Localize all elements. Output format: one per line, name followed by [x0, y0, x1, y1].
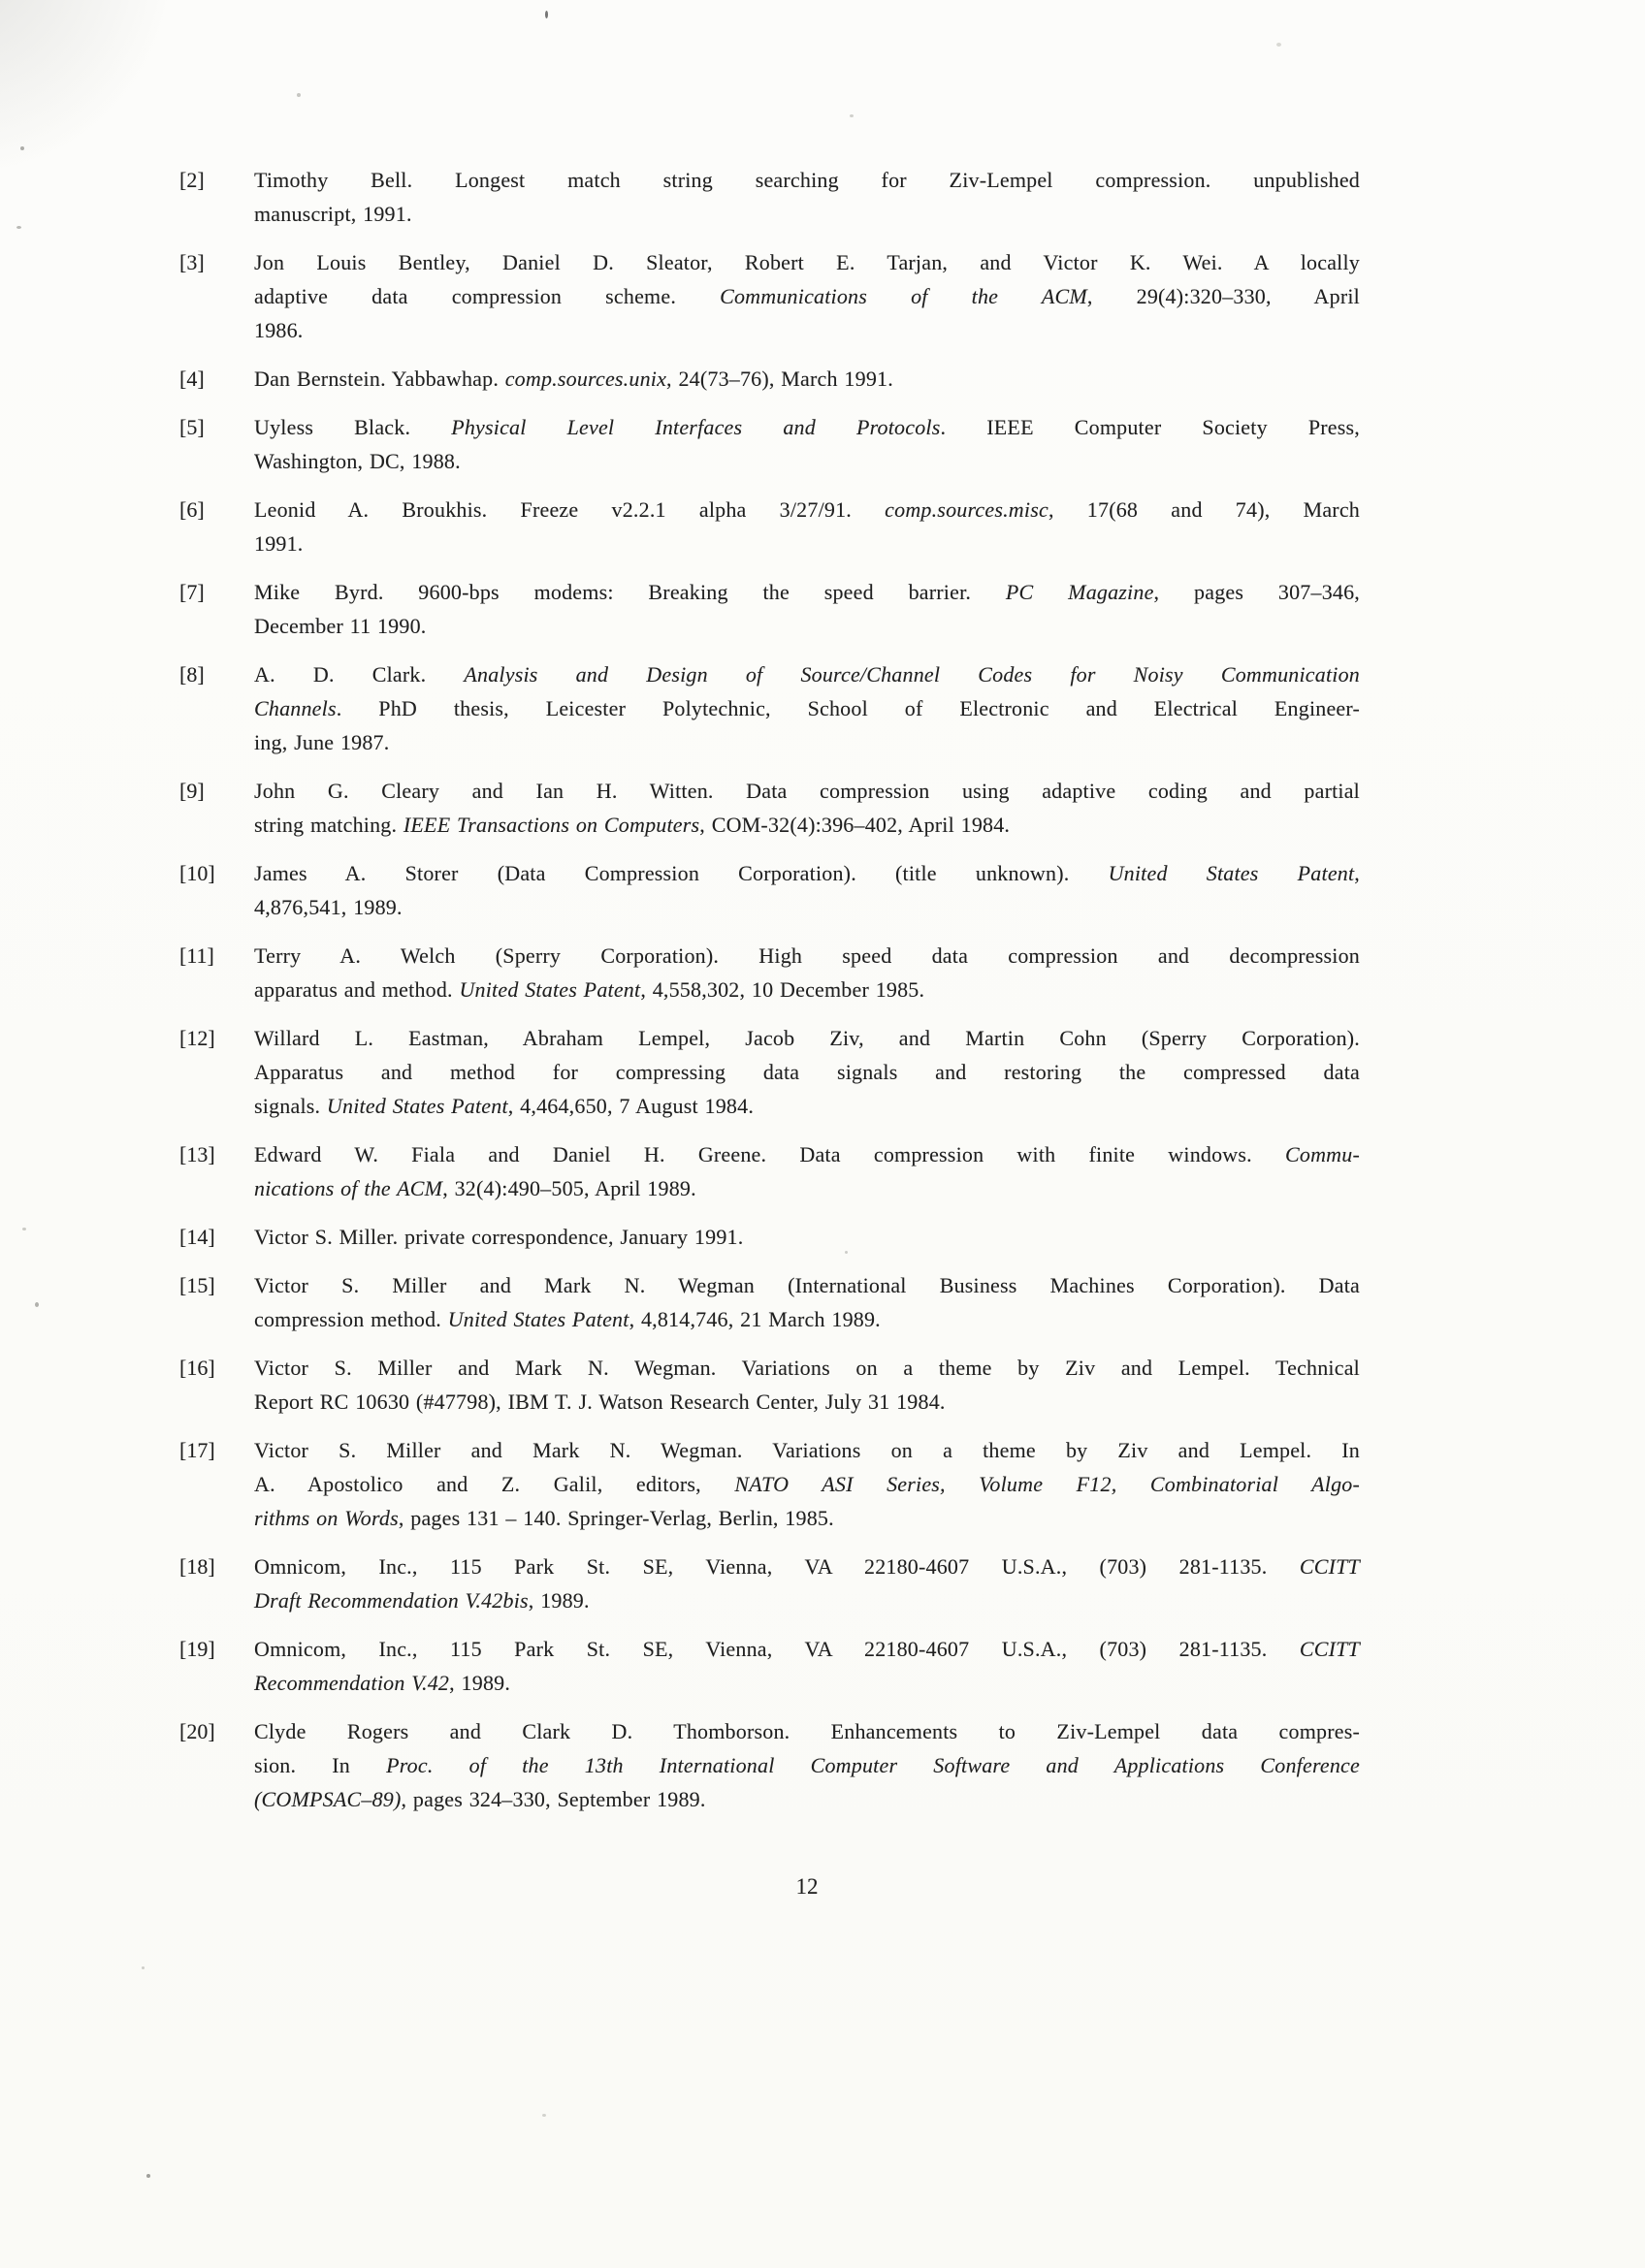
- reference-item: [179, 493, 1360, 560]
- scan-speck: [142, 1966, 145, 1969]
- scan-speck: [16, 226, 21, 229]
- reference-body: [254, 1433, 1360, 1535]
- reference-item: [179, 774, 1360, 842]
- reference-item: [179, 163, 1360, 231]
- reference-line: Washington, DC, 1988.: [254, 449, 461, 473]
- scan-speck: [20, 146, 24, 150]
- scan-speck: [146, 2174, 150, 2178]
- reference-line: Leonid A. Broukhis. Freeze v2.2.1 alpha 3/27/91. comp.sources.misc, 17(68 and 74), March: [254, 497, 1361, 522]
- reference-line: rithms on Words, pages 131 – 140. Springer-Verlag, Berlin, 1985.: [254, 1506, 834, 1530]
- reference-line: 4,876,541, 1989.: [254, 895, 403, 919]
- reference-label: [10]: [179, 861, 215, 885]
- reference-label: [18]: [179, 1554, 215, 1579]
- reference-line: Report RC 10630 (#47798), IBM T. J. Watson Research Center, July 31 1984.: [254, 1390, 946, 1414]
- reference-item: [179, 657, 1360, 759]
- reference-line: Clyde Rogers and Clark D. Thomborson. Enhancements to Ziv-Lempel data compres-: [254, 1719, 1360, 1743]
- reference-label: [17]: [179, 1438, 215, 1462]
- reference-label: [9]: [179, 779, 205, 803]
- scan-speck: [542, 2114, 546, 2117]
- reference-line: Victor S. Miller and Mark N. Wegman (International Business Machines Corporation). Data: [254, 1273, 1360, 1297]
- reference-line: Omnicom, Inc., 115 Park St. SE, Vienna, VA 22180-4607 U.S.A., (703) 281-1135. CCITT: [254, 1637, 1360, 1661]
- reference-item: [179, 1433, 1360, 1535]
- reference-line: signals. United States Patent, 4,464,650, 7 August 1984.: [254, 1094, 755, 1118]
- reference-line: Uyless Black. Physical Level Interfaces and Protocols. IEEE Computer Society Press,: [254, 415, 1360, 439]
- reference-body: [254, 1137, 1360, 1205]
- reference-label: [19]: [179, 1637, 215, 1661]
- reference-line: Edward W. Fiala and Daniel H. Greene. Data compression with finite windows. Commu-: [254, 1142, 1360, 1166]
- reference-line: Channels. PhD thesis, Leicester Polytechnic, School of Electronic and Electrical Engineer-: [254, 696, 1360, 720]
- reference-body: [254, 1714, 1360, 1816]
- reference-item: [179, 856, 1360, 924]
- reference-body: [254, 575, 1360, 643]
- reference-line: Omnicom, Inc., 115 Park St. SE, Vienna, VA 22180-4607 U.S.A., (703) 281-1135. CCITT: [254, 1554, 1360, 1579]
- reference-line: apparatus and method. United States Patent, 4,558,302, 10 December 1985.: [254, 977, 925, 1002]
- page-number: 12: [795, 1874, 819, 1899]
- reference-label: [8]: [179, 662, 205, 687]
- reference-body: [254, 163, 1360, 231]
- reference-label: [7]: [179, 580, 205, 604]
- reference-body: [254, 774, 1360, 842]
- reference-line: Willard L. Eastman, Abraham Lempel, Jacob Ziv, and Martin Cohn (Sperry Corporation).: [254, 1026, 1360, 1050]
- reference-line: manuscript, 1991.: [254, 202, 412, 226]
- reference-list: [179, 163, 1360, 1831]
- reference-body: [254, 1268, 1360, 1336]
- reference-line: Draft Recommendation V.42bis, 1989.: [254, 1588, 590, 1613]
- scan-speck: [22, 1228, 26, 1230]
- reference-body: [254, 1632, 1360, 1700]
- reference-body: [254, 939, 1360, 1006]
- reference-body: [254, 245, 1360, 347]
- reference-item: [179, 1021, 1360, 1123]
- scan-speck: [297, 93, 301, 97]
- scan-speck: [850, 114, 854, 117]
- reference-label: [20]: [179, 1719, 215, 1743]
- reference-line: string matching. IEEE Transactions on Computers, COM-32(4):396–402, April 1984.: [254, 813, 1011, 837]
- reference-item: [179, 1137, 1360, 1205]
- reference-line: ing, June 1987.: [254, 730, 390, 754]
- reference-body: [254, 856, 1360, 924]
- reference-body: [254, 657, 1360, 759]
- reference-line: Terry A. Welch (Sperry Corporation). High speed data compression and decompression: [254, 943, 1360, 968]
- reference-line: sion. In Proc. of the 13th International Computer Software and Applications Conference: [254, 1753, 1360, 1777]
- reference-label: [13]: [179, 1142, 215, 1166]
- reference-line: 1986.: [254, 318, 304, 342]
- reference-label: [12]: [179, 1026, 215, 1050]
- reference-body: [254, 493, 1360, 560]
- reference-line: Jon Louis Bentley, Daniel D. Sleator, Robert E. Tarjan, and Victor K. Wei. A locally: [254, 250, 1360, 274]
- reference-label: [15]: [179, 1273, 215, 1297]
- reference-label: [5]: [179, 415, 205, 439]
- reference-line: Dan Bernstein. Yabbawhap. comp.sources.unix, 24(73–76), March 1991.: [254, 367, 893, 391]
- reference-body: [254, 410, 1360, 478]
- reference-item: [179, 410, 1360, 478]
- scan-speck: [1276, 43, 1281, 47]
- reference-line: (COMPSAC–89), pages 324–330, September 1989.: [254, 1787, 706, 1811]
- reference-line: Timothy Bell. Longest match string searching for Ziv-Lempel compression. unpublished: [254, 168, 1360, 192]
- reference-line: John G. Cleary and Ian H. Witten. Data compression using adaptive coding and partial: [254, 779, 1360, 803]
- reference-label: [16]: [179, 1356, 215, 1380]
- reference-line: Victor S. Miller and Mark N. Wegman. Variations on a theme by Ziv and Lempel. In: [254, 1438, 1360, 1462]
- reference-item: [179, 575, 1360, 643]
- reference-body: [254, 1549, 1360, 1617]
- reference-item: [179, 1632, 1360, 1700]
- reference-label: [4]: [179, 367, 205, 391]
- reference-item: [179, 939, 1360, 1006]
- reference-line: A. Apostolico and Z. Galil, editors, NATO ASI Series, Volume F12, Combinatorial Algo-: [254, 1472, 1360, 1496]
- reference-item: [179, 1714, 1360, 1816]
- reference-item: [179, 1351, 1360, 1419]
- reference-item: [179, 362, 1360, 396]
- reference-item: [179, 1268, 1360, 1336]
- reference-line: adaptive data compression scheme. Communications of the ACM, 29(4):320–330, April: [254, 284, 1360, 308]
- reference-body: [254, 1220, 1360, 1254]
- reference-line: Mike Byrd. 9600-bps modems: Breaking the speed barrier. PC Magazine, pages 307–346,: [254, 580, 1361, 604]
- reference-label: [14]: [179, 1225, 215, 1249]
- reference-line: James A. Storer (Data Compression Corporation). (title unknown). United States Patent,: [254, 861, 1360, 885]
- reference-line: Recommendation V.42, 1989.: [254, 1671, 511, 1695]
- reference-line: 1991.: [254, 531, 304, 556]
- reference-line: A. D. Clark. Analysis and Design of Source/Channel Codes for Noisy Communication: [254, 662, 1360, 687]
- reference-line: Victor S. Miller. private correspondence, January 1991.: [254, 1225, 744, 1249]
- reference-line: December 11 1990.: [254, 614, 427, 638]
- reference-item: [179, 245, 1360, 347]
- scan-speck: [35, 1302, 39, 1307]
- reference-item: [179, 1549, 1360, 1617]
- reference-label: [11]: [179, 943, 214, 968]
- reference-line: Victor S. Miller and Mark N. Wegman. Variations on a theme by Ziv and Lempel. Technical: [254, 1356, 1360, 1380]
- reference-line: nications of the ACM, 32(4):490–505, April 1989.: [254, 1176, 696, 1200]
- reference-line: Apparatus and method for compressing data signals and restoring the compressed data: [254, 1060, 1360, 1084]
- reference-label: [2]: [179, 168, 205, 192]
- reference-body: [254, 1351, 1360, 1419]
- scan-speck: [545, 11, 548, 18]
- reference-item: [179, 1220, 1360, 1254]
- reference-body: [254, 1021, 1360, 1123]
- reference-label: [3]: [179, 250, 205, 274]
- reference-label: [6]: [179, 497, 205, 522]
- reference-body: [254, 362, 1360, 396]
- reference-line: compression method. United States Patent, 4,814,746, 21 March 1989.: [254, 1307, 881, 1331]
